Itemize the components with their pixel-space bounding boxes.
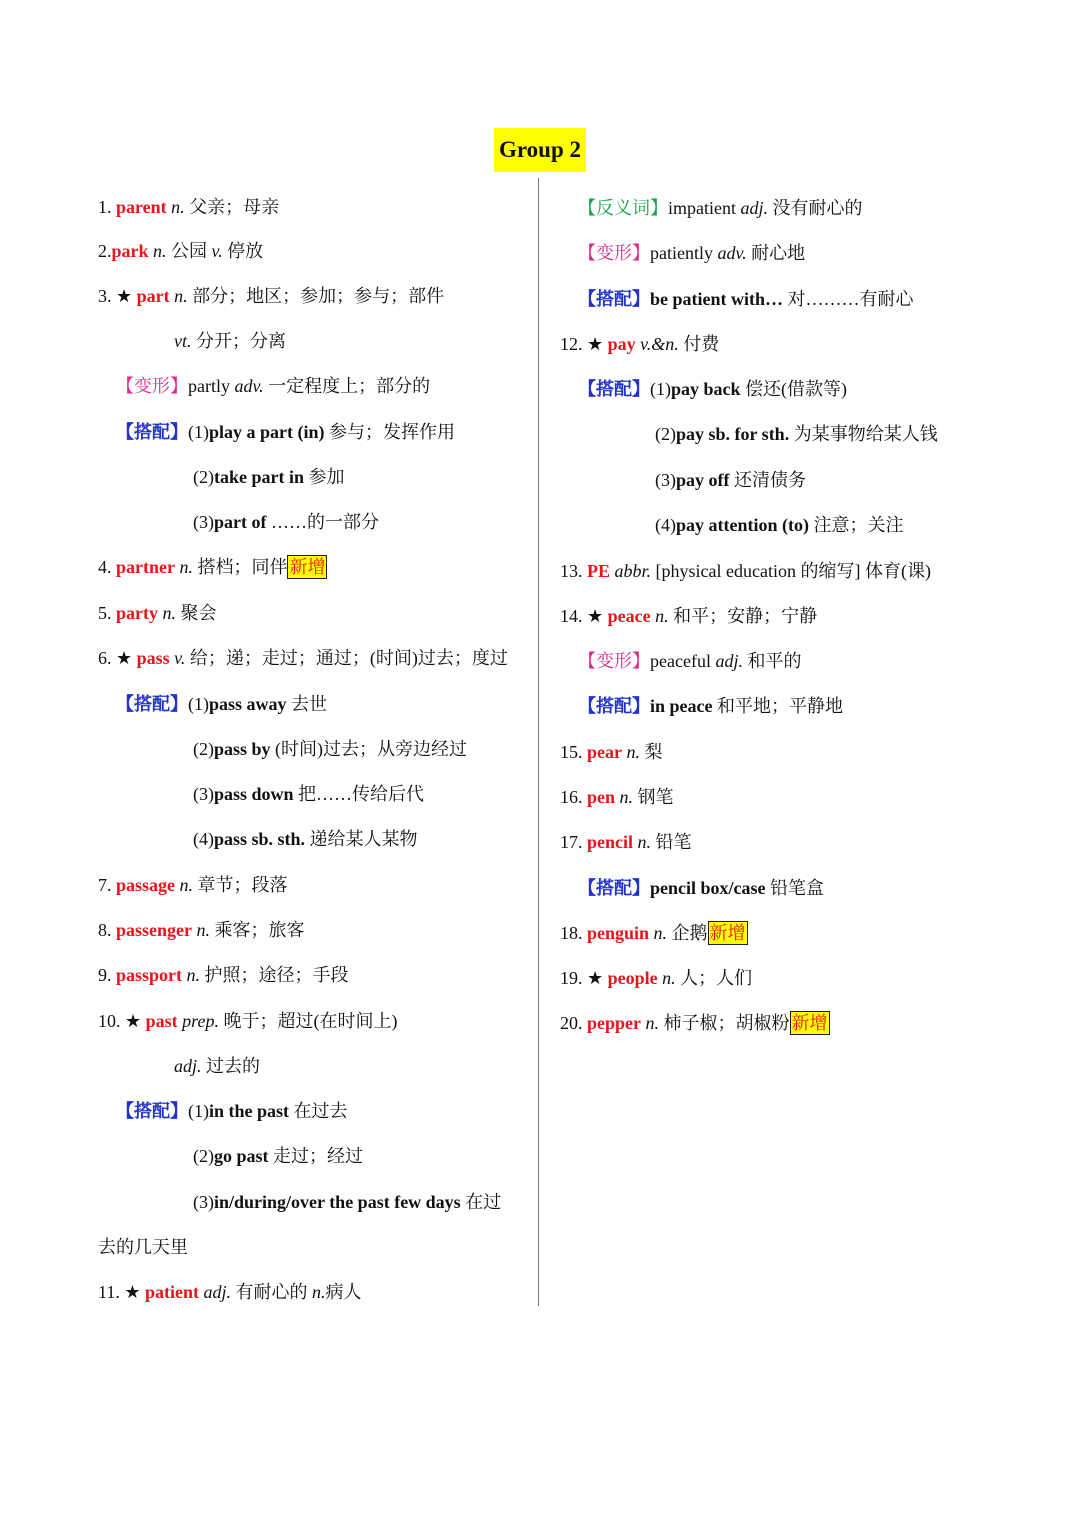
definition: [physical education 的缩写] 体育(课) xyxy=(651,561,931,581)
entry-number: 16. xyxy=(560,787,587,807)
entry-number: 14. xyxy=(560,606,587,626)
collocation: pay off xyxy=(676,470,730,490)
star-icon: ★ xyxy=(587,968,604,988)
definition: 没有耐心的 xyxy=(768,198,863,218)
entry-14-collocation: 【搭配】in peace 和平地；平静地 xyxy=(578,696,843,716)
pos: adj. xyxy=(715,651,743,671)
pos: adj. xyxy=(174,1056,202,1076)
pos: n. xyxy=(148,241,167,261)
entry-number: 19. xyxy=(560,968,587,988)
definition: 病人 xyxy=(325,1282,362,1302)
entry-3-variant xyxy=(116,374,430,398)
definition: 人；人们 xyxy=(675,968,753,988)
collocation: pass sb. sth. xyxy=(214,829,306,849)
collocation-tag: 【搭配】 xyxy=(116,422,188,442)
headword: pear xyxy=(587,742,622,762)
entry-3-collocation-3: (3)part of ……的一部分 xyxy=(193,512,379,532)
headword: passport xyxy=(116,965,183,985)
collocation: take part in xyxy=(214,467,304,487)
entry-12-collocation-2: (2)pay sb. for sth. 为某事物给某人钱 xyxy=(655,424,938,444)
entry-number: 17. xyxy=(560,832,587,852)
entry-number: 15. xyxy=(560,742,587,762)
definition: 钢笔 xyxy=(633,787,674,807)
entry-10-collocation-3: (3)in/during/over the past few days 在过 xyxy=(193,1192,502,1212)
entry-17-collocation: 【搭配】pencil box/case 铅笔盒 xyxy=(578,878,824,898)
collocation: pass away xyxy=(209,694,287,714)
entry-5 xyxy=(98,601,217,625)
new-badge: 新增 xyxy=(709,923,746,943)
definition: 梨 xyxy=(640,742,663,762)
star-icon: ★ xyxy=(587,334,604,354)
collocation: in the past xyxy=(209,1101,290,1121)
entry-number: 10. xyxy=(98,1011,125,1031)
entry-number: 6. xyxy=(98,648,116,668)
entry-6-collocation-2: (2)pass by (时间)过去；从旁边经过 xyxy=(193,739,468,759)
pos: n. xyxy=(650,606,669,626)
entry-12 xyxy=(560,332,719,356)
entry-number: 12. xyxy=(560,334,587,354)
definition: 护照；途径；手段 xyxy=(200,965,349,985)
entry-number: 20. xyxy=(560,1013,587,1033)
pos: n. xyxy=(166,197,185,217)
entry-10-collocation-3-cont: 去的几天里 xyxy=(98,1237,188,1257)
star-icon: ★ xyxy=(124,1282,141,1302)
headword: pass xyxy=(136,648,170,668)
collocation: pencil box/case xyxy=(650,878,766,898)
pos: v.&n. xyxy=(635,334,679,354)
collocation-tag: 【搭配】 xyxy=(578,289,650,309)
headword: past xyxy=(145,1011,178,1031)
headword: penguin xyxy=(587,923,650,943)
definition: 章节；段落 xyxy=(193,875,288,895)
entry-17 xyxy=(560,830,692,854)
definition: 一定程度上；部分的 xyxy=(263,376,431,396)
pos: adj. xyxy=(198,1282,231,1302)
entry-10 xyxy=(98,1009,397,1033)
pos: adv. xyxy=(234,376,264,396)
pos: n. xyxy=(312,1282,326,1302)
definition: 和平的 xyxy=(742,651,802,671)
headword: PE xyxy=(587,561,611,581)
entry-1 xyxy=(98,195,279,219)
entry-20 xyxy=(560,1011,830,1035)
entry-11-collocation: 【搭配】be patient with… 对………有耐心 xyxy=(578,289,914,309)
entry-number: 8. xyxy=(98,920,116,940)
headword: party xyxy=(116,603,158,623)
entry-12-collocation-4: (4)pay attention (to) 注意；关注 xyxy=(655,515,904,535)
definition: 聚会 xyxy=(176,603,217,623)
headword: part xyxy=(136,286,170,306)
collocation: pay sb. for sth. xyxy=(676,424,790,444)
entry-number: 4. xyxy=(98,557,116,577)
pos: n. xyxy=(158,603,176,623)
collocation: play a part (in) xyxy=(209,422,325,442)
entry-13 xyxy=(560,559,931,583)
pos: n. xyxy=(615,787,634,807)
antonym-word: impatient xyxy=(668,198,741,218)
entry-10-sense-2 xyxy=(174,1054,260,1078)
variant-word: partly xyxy=(188,376,235,396)
variant-word: patiently xyxy=(650,243,718,263)
pos: n. xyxy=(622,742,640,762)
collocation: part of xyxy=(214,512,267,532)
definition: 和平；安静；宁静 xyxy=(668,606,818,626)
collocation: pass by xyxy=(214,739,271,759)
entry-14-variant xyxy=(578,649,801,673)
variant-word: peaceful xyxy=(650,651,716,671)
headword: pay xyxy=(607,334,636,354)
variant-tag: 【变形】 xyxy=(578,243,650,263)
entry-3-collocation-1: 【搭配】(1)play a part (in) 参与；发挥作用 xyxy=(116,422,456,442)
collocation-tag: 【搭配】 xyxy=(578,696,650,716)
definition: 分开；分离 xyxy=(191,331,286,351)
headword: peace xyxy=(607,606,651,626)
pos: adj. xyxy=(740,198,768,218)
collocation: in/during/over the past few days xyxy=(214,1192,461,1212)
entry-3-sense-2 xyxy=(174,329,286,353)
entry-10-collocation-1: 【搭配】(1)in the past 在过去 xyxy=(116,1101,348,1121)
entry-9 xyxy=(98,963,349,987)
entry-2 xyxy=(98,239,263,263)
pos: n. xyxy=(657,968,676,988)
variant-tag: 【变形】 xyxy=(116,376,188,396)
column-divider xyxy=(538,178,539,1306)
pos: n. xyxy=(175,875,194,895)
definition: 耐心地 xyxy=(746,243,806,263)
collocation: pass down xyxy=(214,784,294,804)
pos: n. xyxy=(174,557,193,577)
entry-6 xyxy=(98,646,508,670)
collocation-tag: 【搭配】 xyxy=(116,1101,188,1121)
headword: patient xyxy=(144,1282,199,1302)
pos: n. xyxy=(633,832,652,852)
definition: 付费 xyxy=(678,334,720,354)
collocation: in peace xyxy=(650,696,713,716)
entry-3-collocation-2: (2)take part in 参加 xyxy=(193,467,345,487)
entry-number: 13. xyxy=(560,561,587,581)
collocation-tag: 【搭配】 xyxy=(116,694,188,714)
entry-19 xyxy=(560,966,752,990)
headword: partner xyxy=(116,557,175,577)
headword: pepper xyxy=(587,1013,641,1033)
definition: 公园 xyxy=(166,241,212,261)
entry-16 xyxy=(560,785,674,809)
antonym-tag: 【反义词】 xyxy=(578,198,668,218)
collocation: be patient with… xyxy=(650,289,784,309)
pos: v. xyxy=(169,648,186,668)
headword: park xyxy=(111,241,149,261)
entry-6-collocation-3: (3)pass down 把……传给后代 xyxy=(193,784,425,804)
definition: 乘客；旅客 xyxy=(210,920,305,940)
entry-number: 11. xyxy=(98,1282,125,1302)
collocation: go past xyxy=(214,1146,269,1166)
entry-11-antonym xyxy=(578,196,863,220)
collocation-tag: 【搭配】 xyxy=(578,878,650,898)
entry-6-collocation-1: 【搭配】(1)pass away 去世 xyxy=(116,694,328,714)
entry-8 xyxy=(98,918,305,942)
pos: n. xyxy=(641,1013,659,1033)
entry-10-collocation-2: (2)go past 走过；经过 xyxy=(193,1146,364,1166)
definition: 有耐心的 xyxy=(231,1282,312,1302)
new-badge: 新增 xyxy=(289,557,326,577)
pos: abbr. xyxy=(610,561,652,581)
headword: passage xyxy=(116,875,176,895)
entry-number: 18. xyxy=(560,923,587,943)
entry-12-collocation-3: (3)pay off 还清债务 xyxy=(655,470,806,490)
definition: 过去的 xyxy=(201,1056,261,1076)
entry-number: 9. xyxy=(98,965,116,985)
entry-number: 1. xyxy=(98,197,116,217)
pos: n. xyxy=(192,920,210,940)
star-icon: ★ xyxy=(116,286,133,306)
entry-15 xyxy=(560,740,663,764)
collocation: pay attention (to) xyxy=(676,515,809,535)
variant-tag: 【变形】 xyxy=(578,651,650,671)
pos: n. xyxy=(182,965,201,985)
definition: 铅笔 xyxy=(651,832,692,852)
pos: adv. xyxy=(717,243,747,263)
definition: 柿子椒；胡椒粉 xyxy=(659,1013,790,1033)
definition: 给；递；走过；通过；(时间)过去；度过 xyxy=(185,648,508,668)
entry-number: 5. xyxy=(98,603,116,623)
headword: parent xyxy=(116,197,167,217)
collocation: pay back xyxy=(671,379,741,399)
entry-7 xyxy=(98,873,288,897)
pos: vt. xyxy=(174,331,192,351)
entry-11 xyxy=(98,1280,362,1304)
entry-3 xyxy=(98,284,444,308)
entry-12-collocation-1: 【搭配】(1)pay back 偿还(借款等) xyxy=(578,379,848,399)
entry-14 xyxy=(560,604,817,628)
star-icon: ★ xyxy=(125,1011,142,1031)
entry-number: 2. xyxy=(98,241,112,261)
entry-number: 3. xyxy=(98,286,116,306)
headword: passenger xyxy=(116,920,192,940)
entry-6-collocation-4: (4)pass sb. sth. 递给某人某物 xyxy=(193,829,418,849)
definition: 企鹅 xyxy=(667,923,708,943)
new-badge: 新增 xyxy=(791,1013,828,1033)
definition: 父亲；母亲 xyxy=(184,197,280,217)
entry-18 xyxy=(560,921,748,945)
page-title: Group 2 xyxy=(494,128,586,172)
pos: n. xyxy=(649,923,668,943)
pos: n. xyxy=(169,286,188,306)
headword: pen xyxy=(587,787,616,807)
entry-4 xyxy=(98,555,327,579)
pos: prep. xyxy=(177,1011,219,1031)
definition: 停放 xyxy=(222,241,264,261)
star-icon: ★ xyxy=(116,648,133,668)
definition: 搭档；同伴 xyxy=(192,557,288,577)
entry-number: 7. xyxy=(98,875,116,895)
collocation-tag: 【搭配】 xyxy=(578,379,650,399)
pos: v. xyxy=(211,241,223,261)
headword: pencil xyxy=(587,832,634,852)
entry-11-variant xyxy=(578,241,805,265)
star-icon: ★ xyxy=(587,606,604,626)
definition: 部分；地区；参加；参与；部件 xyxy=(187,286,445,306)
headword: people xyxy=(607,968,658,988)
definition: 晚于；超过(在时间上) xyxy=(218,1011,398,1031)
